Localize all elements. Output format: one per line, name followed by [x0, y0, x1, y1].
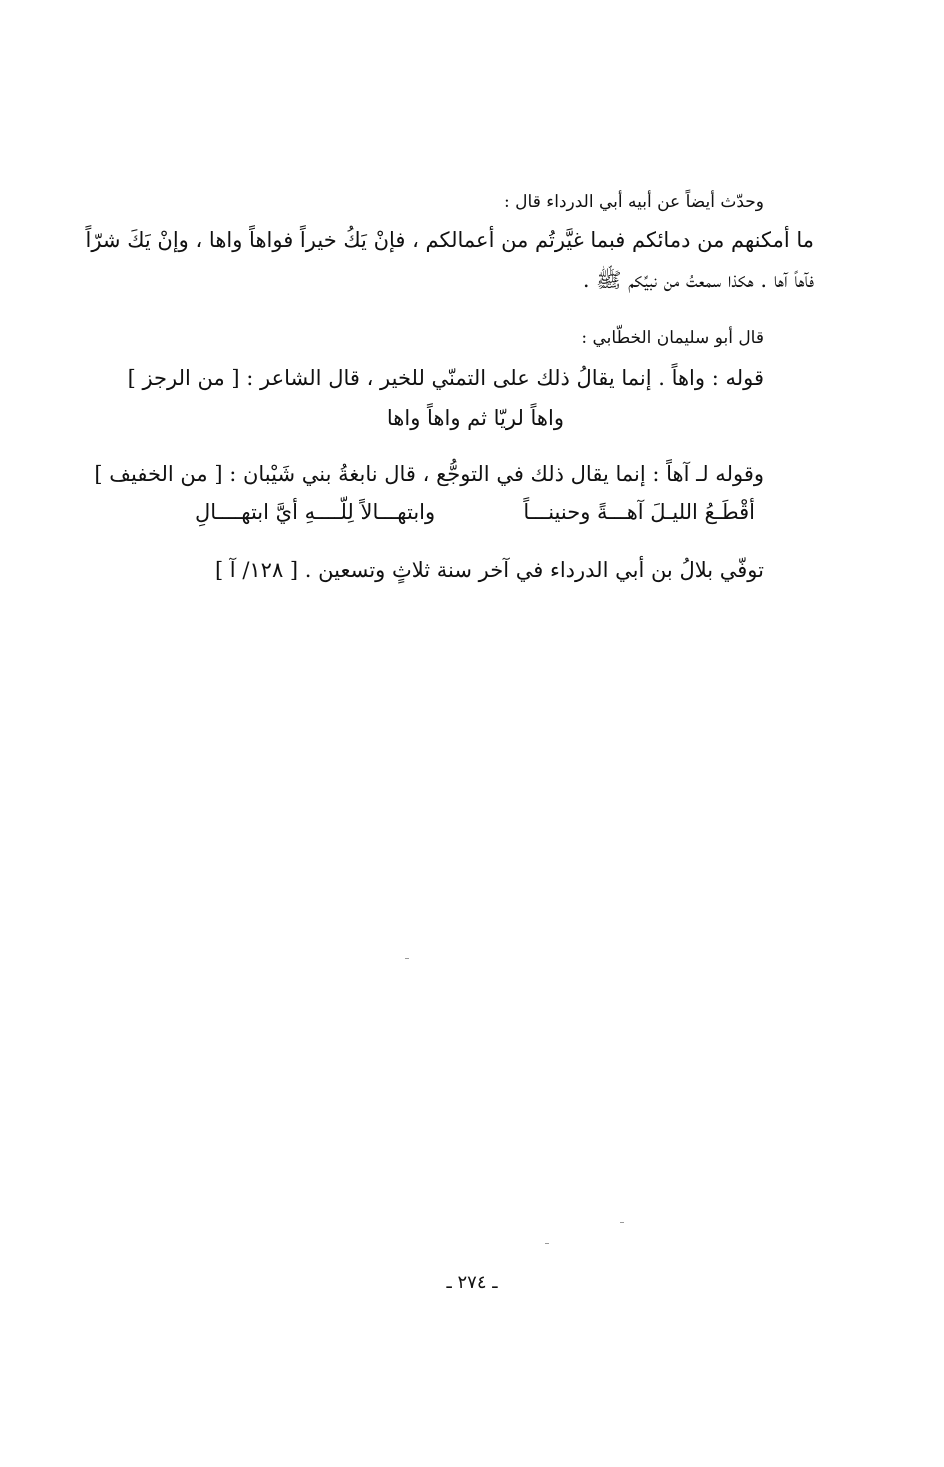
- verse-first-hemistich: أقْطَـعُ الليـلَ آهـــةً وحنينـــاً: [523, 500, 755, 524]
- poetry-verse-2: [195, 500, 755, 534]
- commentary-heading: قال أبو سليمان الخطّابي :: [581, 328, 764, 348]
- page-number: ـ ٢٧٤ ـ: [446, 1272, 498, 1293]
- intro-line: وحدّث أيضاً عن أبيه أبي الدرداء قال :: [504, 192, 764, 212]
- scan-speck: [620, 1222, 624, 1223]
- commentary-paragraph-2: وقوله لـ آهاً : إنما يقال ذلك في التوجُّع ، قال نابغةُ بني شَيْبان : [ من الخفيف ]: [94, 462, 764, 486]
- poetry-verse-1: واهاً لريّا ثم واهاً واها: [386, 406, 564, 430]
- verse-second-hemistich: وابتهـــالاً لِلّــــهِ أيَّ ابتهــــالِ: [195, 500, 436, 524]
- scan-speck: [405, 958, 409, 959]
- death-note-line: توفّي بلالُ بن أبي الدرداء في آخر سنة ثلاثٍ وتسعين . [ ١٢٨/ آ ]: [214, 558, 764, 582]
- scan-speck: [545, 1243, 549, 1244]
- hadith-quote-line-1: ما أمكنهم من دمائكم فبما غيَّرتُم من أعمالكم ، فإنْ يَكُ خيراً فواهاً واها ، وإنْ يَكَ شرّاً: [85, 228, 814, 252]
- commentary-paragraph-1: قوله : واهاً . إنما يقالُ ذلك على التمنّي للخير ، قال الشاعر : [ من الرجز ]: [127, 366, 764, 390]
- hadith-quote-line-2: فآهاً آها . هكذا سمعتُ من نبيِّكم ﷺ .: [582, 268, 814, 292]
